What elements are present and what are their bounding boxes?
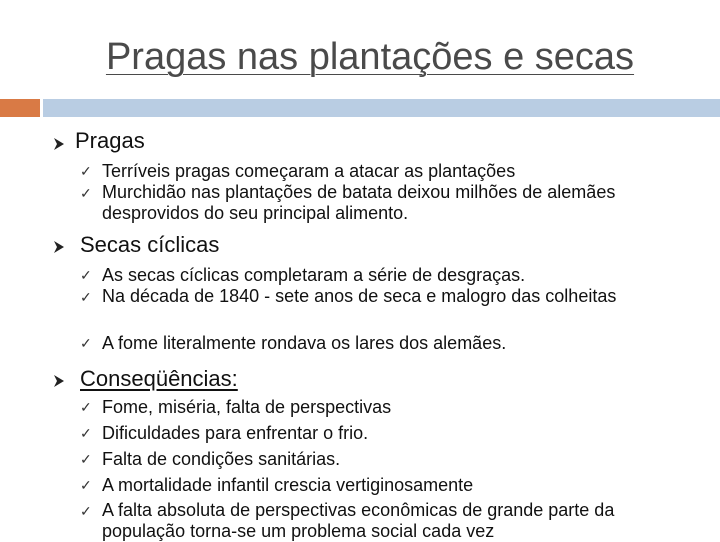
slide-title: Pragas nas plantações e secas <box>105 36 635 78</box>
checkmark-icon: ✓ <box>80 267 92 283</box>
list-item-text: Na década de 1840 - sete anos de seca e malogro das colheitas <box>102 286 617 306</box>
list-item <box>0 182 720 228</box>
list-item <box>0 396 720 422</box>
list-item <box>0 448 720 474</box>
section-heading-pragas: Pragas <box>75 128 145 153</box>
list-item-text: A mortalidade infantil crescia vertiginosamente <box>102 475 474 495</box>
list-item-text: Falta de condições sanitárias. <box>102 449 341 469</box>
list-item-text: Murchidão nas plantações de batata deixou milhões de alemães desprovidos do seu principal alimento. <box>102 182 616 223</box>
list-item <box>0 500 720 540</box>
checkmark-icon: ✓ <box>80 289 92 305</box>
checkmark-icon: ✓ <box>80 503 92 519</box>
checkmark-icon: ✓ <box>80 335 92 351</box>
list-item-text: Dificuldades para enfrentar o frio. <box>102 423 369 443</box>
section-heading-secas: Secas cíclicas <box>80 232 220 257</box>
list-item-text: Terríveis pragas começaram a atacar as plantações <box>102 161 516 181</box>
list-item <box>0 160 720 182</box>
header-bar <box>43 99 720 117</box>
checkmark-icon: ✓ <box>80 399 92 415</box>
list-item <box>0 286 720 332</box>
arrow-right-icon <box>52 374 66 388</box>
checkmark-icon: ✓ <box>80 425 92 441</box>
list-item <box>0 422 720 448</box>
list-item-text: Fome, miséria, falta de perspectivas <box>102 397 392 417</box>
arrow-right-icon <box>52 240 66 254</box>
list-item-text: A falta absoluta de perspectivas econômicas de grande parte da população torna-se um problema social cada vez <box>102 500 615 541</box>
list-item <box>0 264 720 286</box>
list-item <box>0 332 720 354</box>
list-item-text: A fome literalmente rondava os lares dos alemães. <box>102 333 507 353</box>
list-item <box>0 474 720 500</box>
checkmark-icon: ✓ <box>80 477 92 493</box>
checkmark-icon: ✓ <box>80 163 92 179</box>
header-accent-bar <box>0 99 40 117</box>
checkmark-icon: ✓ <box>80 451 92 467</box>
section-heading-consequencias: Conseqüências: <box>80 366 238 391</box>
checkmark-icon: ✓ <box>80 185 92 201</box>
arrow-right-icon <box>52 137 66 151</box>
list-item-text: As secas cíclicas completaram a série de desgraças. <box>102 265 526 285</box>
